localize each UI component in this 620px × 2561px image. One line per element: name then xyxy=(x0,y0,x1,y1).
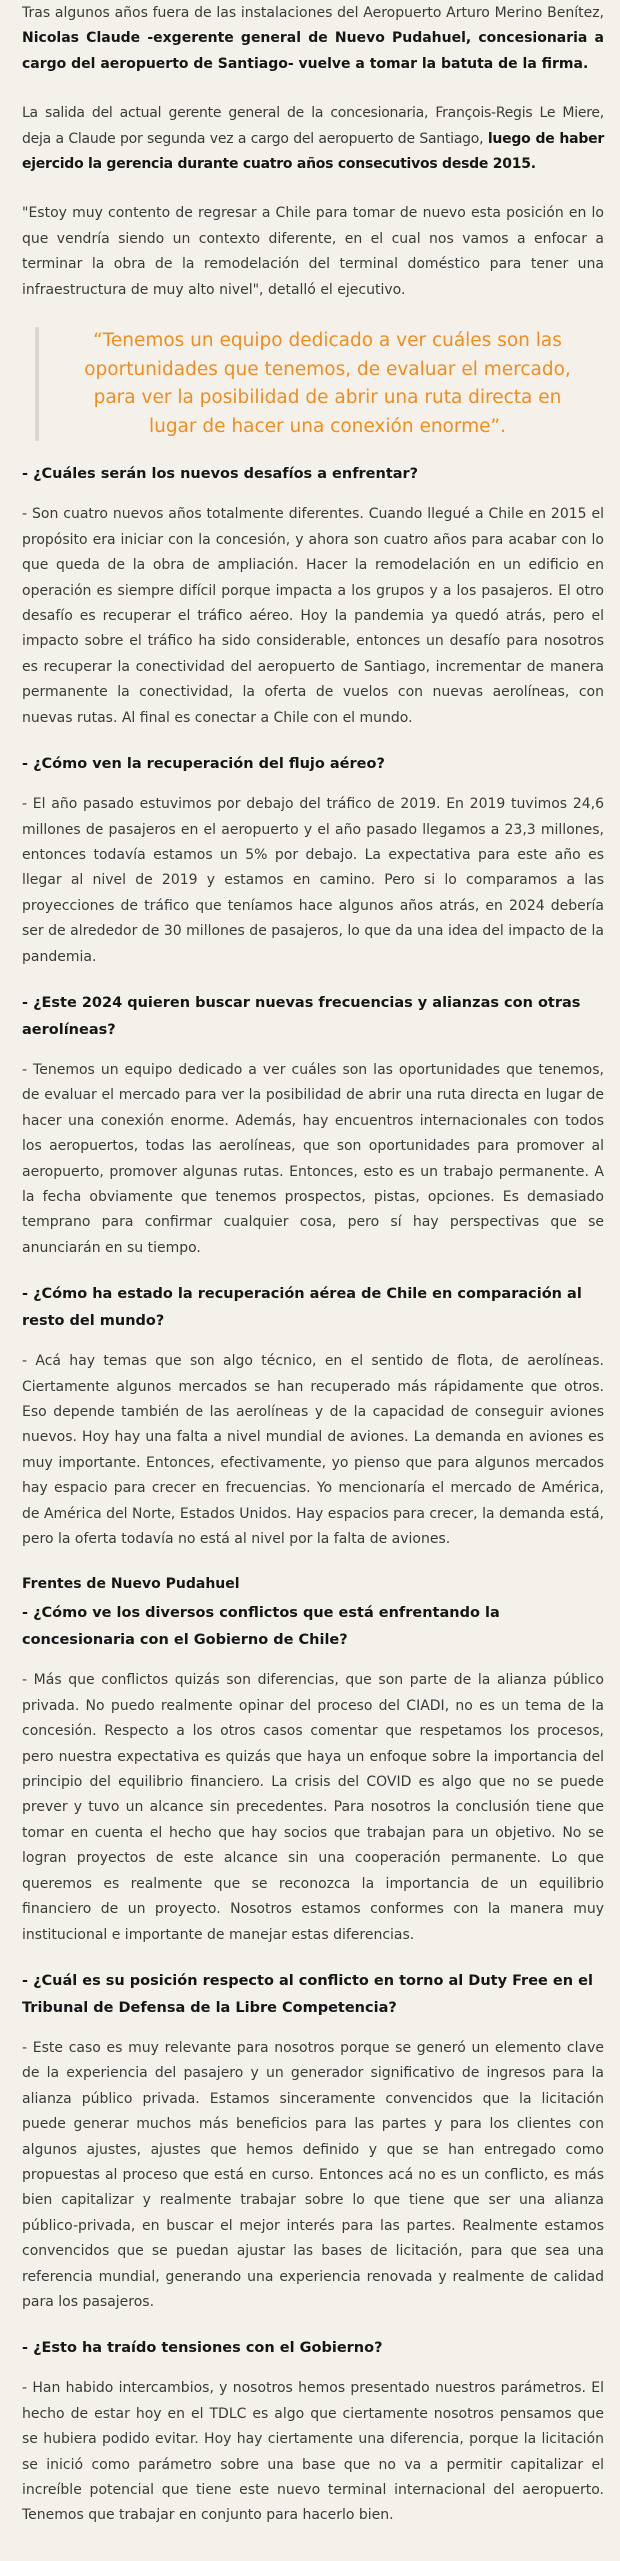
answer-6: - Este caso es muy relevante para nosotros porque se generó un elemento clave de la experiencia del pasajero y un generador significativo de ingresos para la alianza público privada. Estamos sinceramente convencidos que la licitación puede generar muchos más beneficios para las partes y para los clientes con algunos ajustes, ajustes que hemos definido y que se han entregado como propuestas al proceso que está en curso. Entonces acá no es un conflicto, es más bien capitalizar y realmente trabajar sobre lo que tiene que ser una alianza público-privada, en buscar el mejor interés para las partes. Realmente estamos convencidos que se puedan ajustar las bases de licitación, para que sea una referencia mundial, generando una experiencia renovada y realmente de calidad para los pasajeros. xyxy=(22,2039,604,2310)
article-body xyxy=(0,1,620,2529)
qa-block-1 xyxy=(22,461,604,731)
qa-block-3 xyxy=(22,990,604,1261)
paragraph-2-bold: luego de haber ejercido la gerencia durante cuatro años consecutivos desde 2015. xyxy=(22,130,605,173)
question-3: - ¿Este 2024 quieren buscar nuevas frecuencias y alianzas con otras aerolíneas? xyxy=(22,994,581,1038)
question-1: - ¿Cuáles serán los nuevos desafíos a enfrentar? xyxy=(22,466,419,483)
question-7: - ¿Esto ha traído tensiones con el Gobierno? xyxy=(22,2340,383,2357)
answer-5: - Más que conflictos quizás son diferencias, que son parte de la alianza público privada. No puedo realmente opinar del proceso del CIADI, no es un tema de la concesión. Respecto a los otros casos comentar que respetamos los procesos, pero nuestra expectativa es quizás que haya un enfoque sobre la importancia del principio del equilibrio financiero. La crisis del COVID es algo que no se puede prever y tuvo un alcance sin precedentes. Para nosotros la conclusión tiene que tomar en cuenta el hecho que hay socios que trabajan para un objetivo. No se logran proyectos de este alcance sin una cooperación permanente. Lo que queremos es realmente que se reconozca la importancia de un equilibrio financiero de un proyecto. Nosotros estamos conformes con la manera muy institucional e importante de manejar estas diferencias. xyxy=(22,1672,604,1943)
question-5: - ¿Cómo ve los diversos conflictos que está enfrentando la concesionaria con el Gobierno de Chile? xyxy=(22,1605,500,1649)
question-4: - ¿Cómo ha estado la recuperación aérea de Chile en comparación al resto del mundo? xyxy=(22,1286,582,1330)
pull-quote xyxy=(35,327,604,441)
qa-block-6 xyxy=(22,1968,604,2315)
answer-2: - El año pasado estuvimos por debajo del tráfico de 2019. En 2019 tuvimos 24,6 millones de pasajeros en el aeropuerto y el año pasado llegamos a 23,3 millones, entonces todavía estamos un 5% por debajo. La expectativa para este año es llegar al nivel de 2019 y estamos en camino. Pero si lo comparamos a las proyecciones de tráfico que teníamos hace algunos años atrás, en 2024 debería ser de alrededor de 30 millones de pasajeros, lo que da una idea del impacto de la pandemia. xyxy=(22,796,604,965)
paragraph-3: "Estoy muy contento de regresar a Chile para tomar de nuevo esta posición en lo que vendría siendo un contexto diferente, en el cual nos vamos a enfocar a terminar la obra de la remodelación del terminal doméstico para tener una infraestructura de muy alto nivel", detalló el ejecutivo. xyxy=(22,205,604,298)
intro-bold: Nicolas Claude -exgerente general de Nuevo Pudahuel, concesionaria a cargo del aeropuerto de Santiago- vuelve a tomar la batuta de la firma. xyxy=(22,30,604,72)
intro-lead: Tras algunos años fuera de las instalaciones del Aeropuerto Arturo Merino Benítez, xyxy=(22,5,604,21)
section-subheading: Frentes de Nuevo Pudahuel xyxy=(22,1576,240,1593)
intro-paragraph xyxy=(22,1,604,77)
paragraph-2 xyxy=(22,101,604,177)
paragraph-2-lead: La salida del actual gerente general de la concesionaria, François-Regis Le Miere, deja a Claude por segunda vez a cargo del aeropuerto de Santiago, xyxy=(22,105,604,147)
question-2: - ¿Cómo ven la recuperación del flujo aéreo? xyxy=(22,756,385,773)
qa-block-7 xyxy=(22,2335,604,2528)
pull-quote-text: “Tenemos un equipo dedicado a ver cuáles son las oportunidades que tenemos, de evaluar el mercado, para ver la posibilidad de abrir una ruta directa en lugar de hacer una conexión enorme”. xyxy=(84,330,571,437)
answer-3: - Tenemos un equipo dedicado a ver cuáles son las oportunidades que tenemos, de evaluar el mercado para ver la posibilidad de abrir una ruta directa en lugar de hacer una conexión enorme. Además, hay encuentros internacionales con todos los aeropuertos, todas las aerolíneas, que son oportunidades para promover al aeropuerto, promover algunas rutas. Entonces, esto es un trabajo permanente. A la fecha obviamente que tenemos prospectos, pistas, opciones. Es demasiado temprano para confirmar cualquier cosa, pero sí hay perspectivas que se anunciarán en su tiempo. xyxy=(22,1061,604,1256)
answer-7: - Han habido intercambios, y nosotros hemos presentado nuestros parámetros. El hecho de estar hoy en el TDLC es algo que ciertamente nosotros pensamos que se hubiera podido evitar. Hoy hay ciertamente una diferencia, porque la licitación se inició como parámetro sobre una base que no va a permitir capitalizar el increíble potencial que tiene este nuevo terminal internacional del aeropuerto. Tenemos que trabajar en conjunto para hacerlo bien. xyxy=(22,2380,604,2524)
qa-block-2 xyxy=(22,751,604,970)
question-6: - ¿Cuál es su posición respecto al conflicto en torno al Duty Free en el Tribunal de Defensa de la Libre Competencia? xyxy=(22,1972,593,2016)
qa-block-5 xyxy=(22,1600,604,1947)
answer-1: - Son cuatro nuevos años totalmente diferentes. Cuando llegué a Chile en 2015 el propósito era iniciar con la concesión, y ahora son cuatro años para acabar con lo que queda de la obra de ampliación. Hacer la remodelación en un edificio en operación es siempre difícil porque impacta a los grupos y a los pasajeros. El otro desafío es recuperar el tráfico aéreo. Hoy la pandemia ya quedó atrás, pero el impacto sobre el tráfico ha sido considerable, entonces un desafío para nosotros es recuperar la conectividad del aeropuerto de Santiago, incrementar de manera permanente la conectividad, la oferta de vuelos con nuevas aerolíneas, con nuevas rutas. Al final es conectar a Chile con el mundo. xyxy=(22,506,604,726)
answer-4: - Acá hay temas que son algo técnico, en el sentido de flota, de aerolíneas. Ciertamente algunos mercados se han recuperado más rápidamente que otros. Eso depende también de las aerolíneas y de la capacidad de conseguir aviones nuevos. Hoy hay una falta a nivel mundial de aviones. La demanda en aviones es muy importante. Entonces, efectivamente, yo pienso que para algunos mercados hay espacio para crecer en frecuencias. Yo mencionaría el mercado de América, de América del Norte, Estados Unidos. Hay espacios para crecer, la demanda está, pero la oferta todavía no está al nivel por la falta de aviones. xyxy=(22,1353,604,1548)
qa-block-4 xyxy=(22,1281,604,1552)
